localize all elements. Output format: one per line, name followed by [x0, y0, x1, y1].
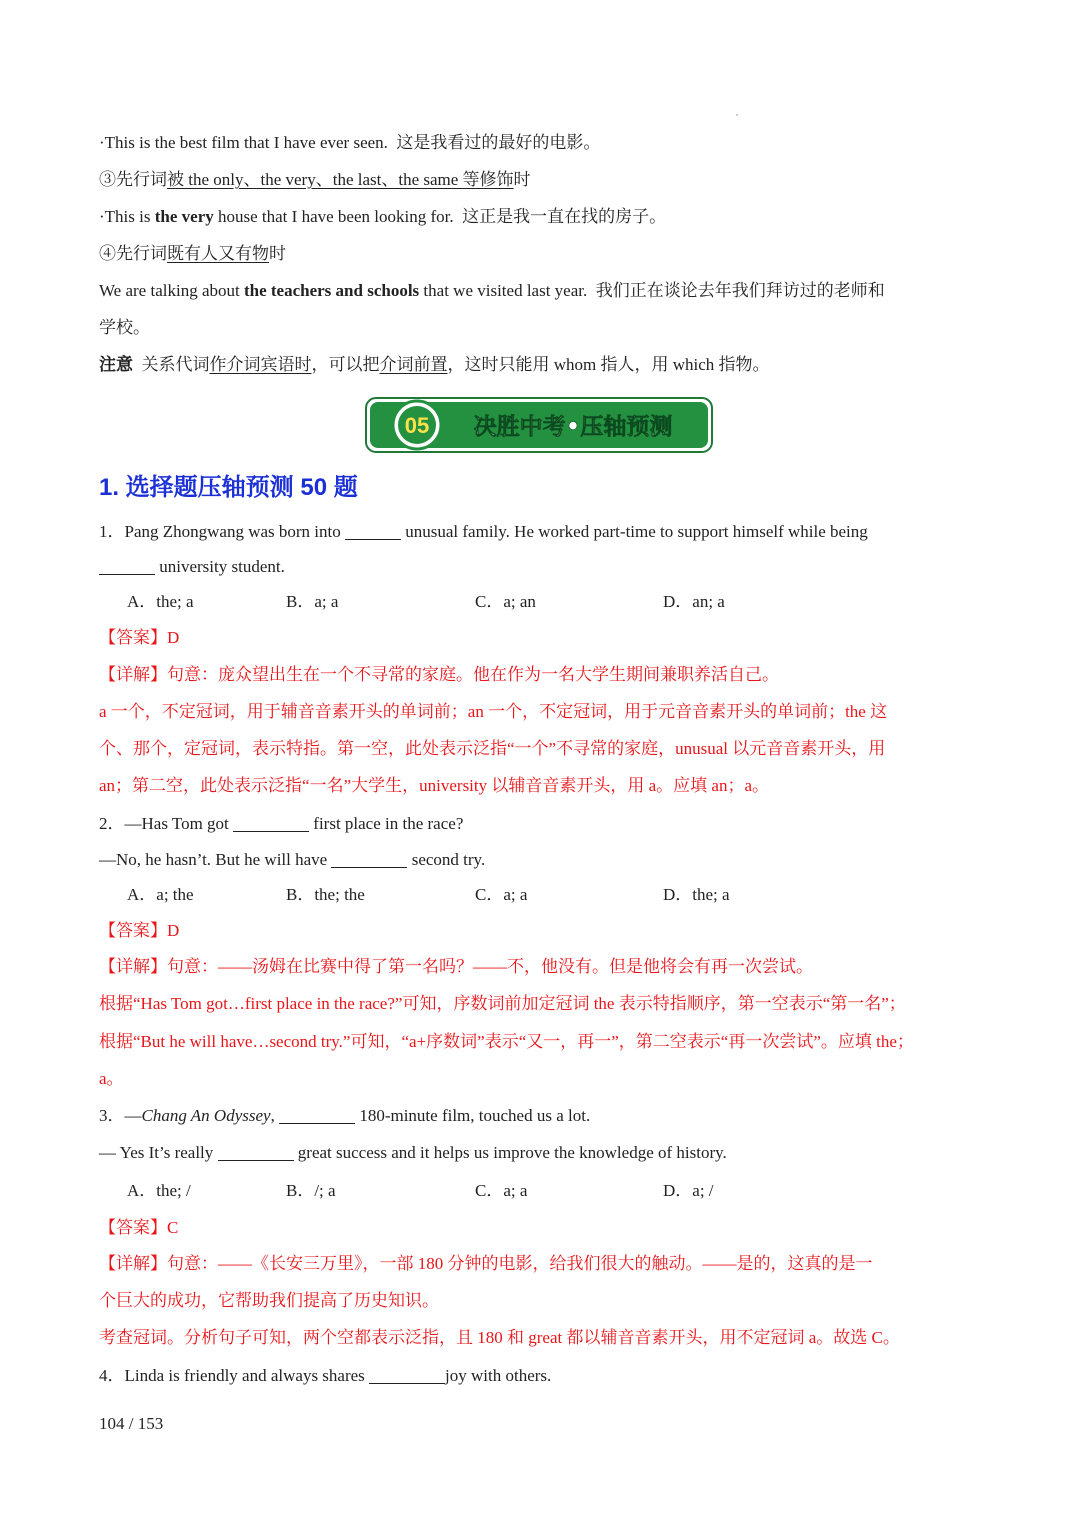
note-underlined: 介词前置 — [379, 355, 448, 374]
note-underlined: 作介词宾语时 — [209, 355, 312, 374]
chinese-translation: 学校。 — [99, 318, 150, 337]
note-line-5 — [99, 280, 984, 302]
rule-label: ③先行词 — [99, 170, 167, 189]
answer-label: 【答案】D — [99, 921, 180, 940]
answer-label: 【答案】C — [99, 1218, 179, 1237]
question-1 — [99, 521, 984, 543]
question-text: —No, he hasn’t. But he will have — [99, 850, 328, 869]
banner-title: 决胜中考•压轴预测 — [473, 414, 673, 440]
explanation-detail: 【详解】句意：庞众望出生在一个不寻常的家庭。他在作为一名大学生期间兼职养活自己。 — [99, 665, 779, 684]
rule-underlined: 既有人又有物 — [167, 244, 269, 263]
chinese-translation: 我们正在谈论去年我们拜访过的老师和 — [595, 281, 885, 300]
rule-suffix: 时 — [269, 244, 286, 263]
explanation-detail: 【详解】句意：——汤姆在比赛中得了第一名吗？——不，他没有。但是他将会有再一次尝试。 — [99, 957, 813, 976]
note-line-2 — [99, 169, 984, 191]
option-a: A．the; / — [127, 1181, 191, 1200]
film-title: Chang An Odyssey — [141, 1106, 271, 1125]
explanation-line: a 一个，不定冠词，用于辅音音素开头的单词前；an 一个，不定冠词，用于元音音素开头的单词前；the 这 — [99, 702, 888, 721]
option-c: C．a; an — [475, 592, 536, 611]
option-a: A．the; a — [127, 592, 194, 611]
note-line-7 — [99, 354, 984, 376]
note-line-1 — [99, 132, 984, 154]
explanation-detail: 【详解】句意：——《长安三万里》，一部 180 分钟的电影，给我们很大的触动。——是的，这真的是一 — [99, 1254, 873, 1273]
question-text: —Has Tom got — [124, 814, 229, 833]
question-text: Pang Zhongwang was born into — [124, 522, 341, 541]
question-2-cont — [99, 849, 984, 871]
question-2 — [99, 813, 984, 835]
option-d: D．a; / — [663, 1181, 714, 1200]
answer-blank — [369, 1367, 445, 1384]
question-number: 4． — [99, 1366, 125, 1385]
question-text: — Yes It’s really — [99, 1143, 214, 1162]
rule-suffix: 时 — [513, 170, 531, 189]
question-text: Linda is friendly and always shares — [124, 1366, 365, 1385]
answer-label: 【答案】D — [99, 628, 180, 647]
explanation-line: an；第二空，此处表示泛指“一名”大学生，university 以辅音音素开头，用 a。应填 an；a。 — [99, 776, 770, 795]
sentence-part: ·This is — [99, 207, 155, 226]
question-text: great success and it helps us improve the knowledge of history. — [297, 1143, 727, 1162]
question-text: , — [270, 1106, 275, 1125]
section-title: 1. 选择题压轴预测 50 题 — [99, 474, 358, 501]
question-text: 180-minute film, touched us a lot. — [359, 1106, 591, 1125]
section-banner — [365, 397, 713, 453]
question-text: first place in the race? — [313, 814, 464, 833]
question-3-cont — [99, 1142, 984, 1164]
sentence-part: house that I have been looking for. — [213, 207, 454, 226]
question-number: 1． — [99, 522, 125, 541]
question-number: 3． — [99, 1106, 125, 1125]
chinese-translation: 这是我看过的最好的电影。 — [396, 133, 601, 152]
explanation-line: a。 — [99, 1069, 124, 1088]
question-number: 2． — [99, 814, 125, 833]
question-3 — [99, 1105, 984, 1127]
rule-underlined: 被 the only、the very、the last、the same 等修饰 — [167, 170, 514, 189]
question-text: unusual family. He worked part-time to support himself while being — [405, 522, 868, 541]
answer-blank — [331, 851, 407, 868]
note-text: 关系代词 — [141, 355, 210, 374]
question-text: — — [124, 1106, 142, 1125]
question-text: second try. — [411, 850, 486, 869]
explanation-line: 根据“But he will have…second try.”可知，“a+序数词”表示“又一，再一”，第二空表示“再一次尝试”。应填 the； — [99, 1032, 914, 1051]
sentence-part: We are talking about — [99, 281, 244, 300]
option-c: C．a; a — [475, 1181, 528, 1200]
page-number: 104 / 153 — [99, 1414, 164, 1433]
question-1-cont — [99, 556, 984, 578]
note-line-3 — [99, 206, 984, 228]
option-b: B．the; the — [286, 885, 365, 904]
note-label: 注意 — [99, 355, 133, 374]
explanation-line: 考查冠词。分析句子可知，两个空都表示泛指，且 180 和 great 都以辅音音素开头，用不定冠词 a。故选 C。 — [99, 1328, 900, 1347]
banner-number: 05 — [404, 413, 430, 438]
option-d: D．the; a — [663, 885, 730, 904]
note-text: ，这时只能用 whom 指人，用 which 指物。 — [447, 355, 770, 374]
explanation-line: 根据“Has Tom got…first place in the race?”可知，序数词前加定冠词 the 表示特指顺序，第一空表示“第一名”； — [99, 994, 906, 1013]
question-text: joy with others. — [445, 1366, 552, 1385]
sentence-bold: the teachers and schools — [243, 281, 420, 300]
option-d: D．an; a — [663, 592, 725, 611]
sentence-part: that we visited last year. — [419, 281, 588, 300]
answer-blank — [279, 1107, 355, 1124]
answer-blank — [218, 1144, 294, 1161]
explanation-line: 个、那个，定冠词，表示特指。第一空，此处表示泛指“一个”不寻常的家庭，unusual 以元音音素开头，用 — [99, 739, 886, 758]
option-a: A．a; the — [127, 885, 194, 904]
option-c: C．a; a — [475, 885, 528, 904]
rule-label: ④先行词 — [99, 244, 167, 263]
english-sentence: ·This is the best film that I have ever seen. — [99, 133, 388, 152]
sentence-bold: the very — [154, 207, 214, 226]
note-text: ，可以把 — [311, 355, 380, 374]
answer-blank — [233, 815, 309, 832]
answer-blank — [99, 558, 155, 575]
question-4 — [99, 1365, 984, 1387]
note-line-4 — [99, 243, 984, 265]
answer-blank — [345, 523, 401, 540]
scan-dot — [736, 114, 738, 116]
explanation-detail: 个巨大的成功，它帮助我们提高了历史知识。 — [99, 1291, 439, 1310]
chinese-translation: 这正是我一直在找的房子。 — [462, 207, 667, 226]
option-b: B．/; a — [286, 1181, 336, 1200]
option-b: B．a; a — [286, 592, 339, 611]
note-line-6 — [99, 317, 984, 339]
question-text: university student. — [159, 557, 285, 576]
